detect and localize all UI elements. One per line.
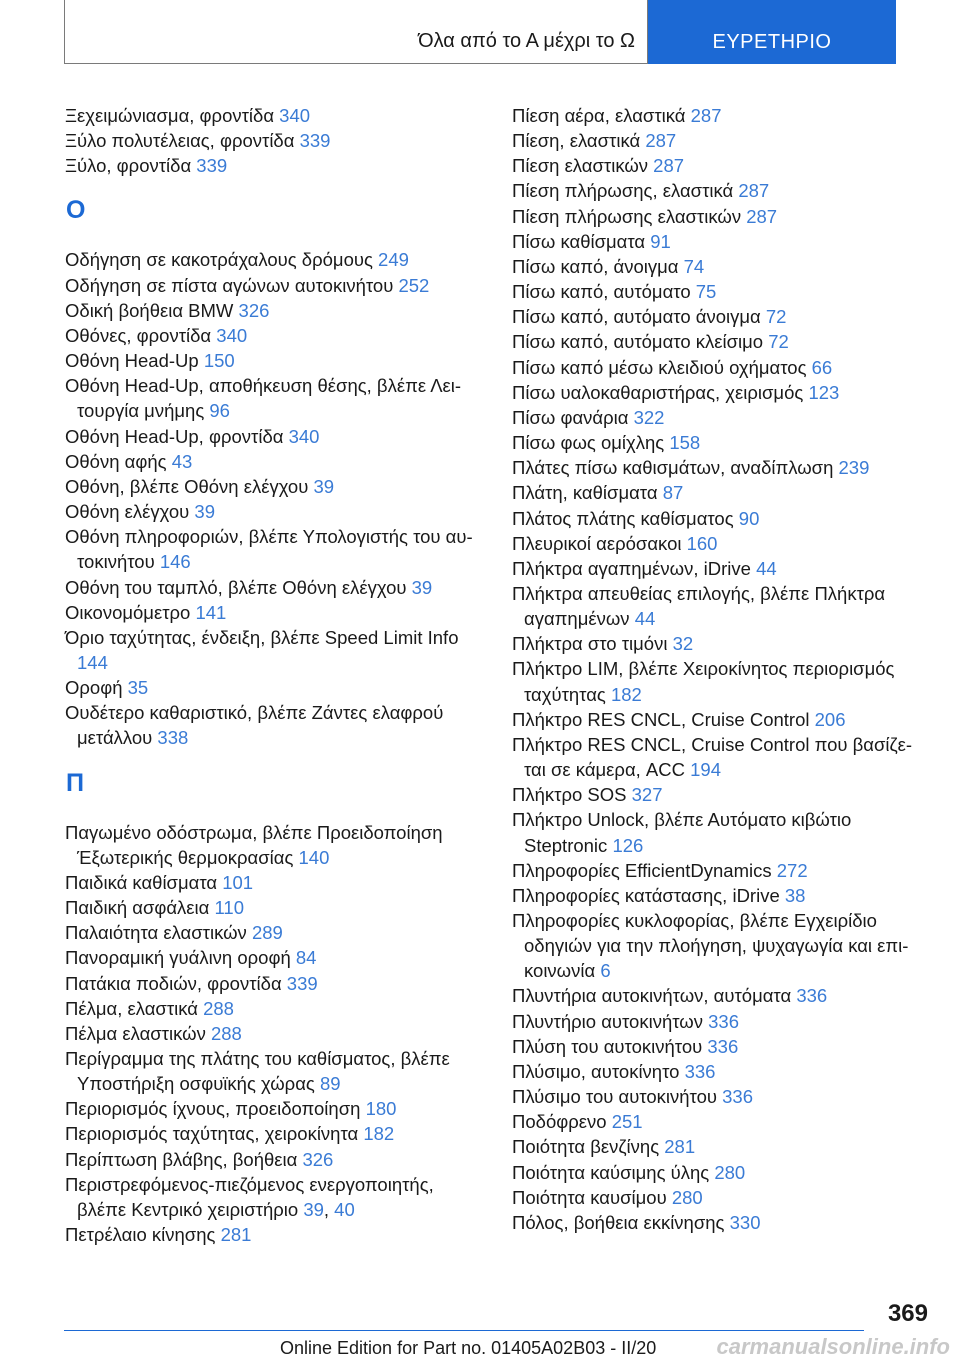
page-link[interactable]: 339: [196, 155, 228, 177]
index-entry: [65, 575, 485, 600]
index-entry: [65, 1021, 485, 1046]
index-entry: [512, 430, 932, 455]
index-entry: [65, 348, 485, 373]
index-entry-text: Παλαιότητα ελαστικών: [65, 922, 252, 944]
page-link[interactable]: 44: [634, 608, 656, 630]
index-entry-text: Πίσω καπό, αυτόματο άνοιγμα: [512, 306, 766, 328]
index-entry: [65, 247, 485, 272]
page-link[interactable]: 339: [286, 972, 318, 994]
page-link[interactable]: 84: [295, 947, 317, 969]
page-link[interactable]: 287: [738, 180, 770, 202]
index-entry-text: Οικονομόμετρο: [65, 601, 196, 623]
header: [64, 0, 896, 64]
index-entry-text: Πλήκτρο RES CNCL, Cruise Control: [512, 708, 815, 730]
index-entry: [65, 625, 485, 675]
page-link[interactable]: 281: [220, 1224, 252, 1246]
index-entry-text: Πλήκτρο Unlock, βλέπε Αυτόματο κιβώτιο Steptronic: [512, 809, 852, 856]
index-entry-text: Πίσω φως ομίχλης: [512, 432, 670, 454]
index-entry-text: Ξύλο, φροντίδα: [65, 155, 197, 177]
index-entry-text: Πίσω καπό μέσω κλειδιού οχήματος: [512, 356, 812, 378]
index-entry-text: Ποιότητα καύσιμης ύλης: [512, 1161, 715, 1183]
index-entry: [512, 883, 932, 908]
page-link[interactable]: 158: [669, 432, 701, 454]
page-link[interactable]: 340: [279, 105, 311, 126]
index-entry: [65, 373, 485, 423]
index-entry: [65, 870, 485, 895]
index-entry: [65, 449, 485, 474]
page-link[interactable]: 336: [707, 1035, 739, 1057]
index-entry: [512, 1134, 932, 1159]
index-entry-text: Ξεχειμώνιασμα, φροντίδα: [65, 105, 280, 126]
index-entry: [512, 581, 932, 631]
index-entry: [65, 700, 485, 750]
index-entry-text: Πίσω καπό, άνοιγμα: [512, 255, 684, 277]
index-entry: [512, 329, 932, 354]
page-link[interactable]: 287: [653, 155, 685, 177]
page-link[interactable]: 90: [738, 507, 760, 529]
page-link[interactable]: 252: [398, 274, 430, 296]
index-entry-text: Ποδόφρενο: [512, 1111, 612, 1133]
page-link[interactable]: 336: [796, 985, 828, 1007]
index-entry: [65, 1222, 485, 1247]
index-entry-text: Οθόνες, φροντίδα: [65, 324, 217, 346]
watermark: carmanualsonline.info: [716, 1334, 950, 1359]
index-entry-text: Οδήγηση σε κακοτράχαλους δρόμους: [65, 249, 379, 271]
page-link[interactable]: 288: [203, 997, 234, 1019]
index-entry-text: Ξύλο πολυτέλειας, φροντίδα: [65, 130, 300, 152]
index-entry: [65, 298, 485, 323]
index-entry: [65, 273, 485, 298]
page-link[interactable]: 182: [610, 683, 642, 705]
index-entry: [512, 455, 932, 480]
page-link[interactable]: 74: [683, 255, 705, 277]
index-column-left: [65, 103, 485, 1247]
index-entry: Περιστρεφόμενος-πιεζόμενος ενεργοποιητής, βλέπε Κεντρικό χειριστήριο 39, 40: [65, 1173, 434, 1220]
page-link[interactable]: 110: [214, 897, 244, 919]
page-number: 369: [887, 1300, 928, 1327]
index-entry-text: Οθόνη πληροφοριών, βλέπε Υπολογιστής του αυ‐τοκινήτου: [65, 526, 473, 573]
page-link[interactable]: 287: [746, 205, 778, 227]
index-entry: [65, 675, 485, 700]
index-entry-text: Πίεση πλήρωσης, ελαστικά: [512, 180, 739, 202]
page-link[interactable]: 339: [299, 130, 331, 152]
index-entry-text: Οθόνη αφής: [65, 450, 172, 472]
index-entry: [65, 424, 485, 449]
index-entry: [512, 531, 932, 556]
page-link[interactable]: 326: [302, 1148, 334, 1170]
page-link[interactable]: 43: [171, 450, 193, 472]
page-link[interactable]: 340: [216, 324, 248, 346]
index-entry: [65, 820, 485, 870]
page-link[interactable]: 123: [808, 381, 840, 403]
index-entry-text: Πανοραμική γυάλινη οροφή: [65, 947, 296, 969]
index-entry-text: Πίσω καπό, αυτόματο κλείσιμο: [512, 331, 769, 353]
index-entry-text: Πίεση, ελαστικά: [512, 130, 646, 152]
page-link[interactable]: 249: [378, 249, 409, 271]
footer-edition: Online Edition for Part no. 01405A02B03 - II/20: [280, 1338, 657, 1358]
index-entry: [512, 1034, 932, 1059]
index-entry: [65, 474, 485, 499]
page-link[interactable]: 39: [194, 501, 215, 523]
index-entry: [65, 945, 485, 970]
page-link[interactable]: 35: [127, 677, 149, 699]
page-link[interactable]: 280: [714, 1161, 746, 1183]
index-entry: [512, 128, 932, 153]
index-entry-text: Περιστρεφόμενος-πιεζόμενος ενεργοποιητής, βλέπε Κεντρικό χειριστήριο: [65, 1173, 434, 1220]
page-link[interactable]: 146: [159, 551, 191, 573]
index-entry: [512, 380, 932, 405]
index-entry-text: Οθόνη Head-Up: [65, 350, 204, 372]
index-entry-text: Ποιότητα καυσίμου: [512, 1186, 672, 1208]
index-entry-text: Πλήκτρο RES CNCL, Cruise Control που βασίζε‐ται σε κάμερα, ACC: [512, 733, 913, 781]
index-entry: [65, 103, 485, 128]
index-entry-text: Πλυντήριο αυτοκινήτων: [512, 1010, 709, 1032]
index-entry: [512, 631, 932, 656]
index-entry-text: Ποιότητα βενζίνης: [512, 1136, 665, 1158]
index-entry-text: Πατάκια ποδιών, φροντίδα: [65, 972, 287, 994]
page-link[interactable]: 96: [209, 400, 230, 422]
index-entry: [512, 858, 932, 883]
index-entry-text: Περιορισμός ίχνους, προειδοποίηση: [65, 1098, 366, 1120]
index-entry: [512, 405, 932, 430]
index-entry-text: Πληροφορίες κατάστασης, iDrive: [512, 884, 785, 906]
page-link[interactable]: 288: [210, 1022, 242, 1044]
index-entry-text: Οδική βοήθεια BMW: [65, 299, 239, 321]
index-entry: [512, 1009, 932, 1034]
index-entry: [65, 499, 485, 524]
page-link[interactable]: 91: [650, 230, 671, 252]
index-entry: [512, 1185, 932, 1210]
page-link[interactable]: 89: [319, 1073, 341, 1095]
index-entry-text: Πλύσιμο του αυτοκινήτου: [512, 1086, 723, 1108]
index-entry-text: Πλάτη, καθίσματα: [512, 482, 663, 504]
index-entry: [512, 807, 932, 857]
index-letter-heading: Π: [66, 768, 85, 797]
index-entry: [65, 971, 485, 996]
page-link[interactable]: 6: [600, 960, 611, 982]
index-entry: [65, 920, 485, 945]
index-entry-text: Πίεση πλήρωσης ελαστικών: [512, 205, 747, 227]
index-entry: [512, 153, 932, 178]
page-link[interactable]: 322: [633, 406, 665, 428]
index-entry: [512, 103, 932, 128]
tab-index[interactable]: [648, 0, 896, 64]
index-entry-text: Όριο ταχύτητας, ένδειξη, βλέπε Speed Limit Info: [65, 626, 459, 648]
page-link[interactable]: 101: [222, 871, 254, 893]
index-entry-text: Πλήκτρα αγαπημένων, iDrive: [512, 557, 757, 579]
page-link[interactable]: 39: [411, 576, 433, 598]
page-link[interactable]: 327: [631, 784, 663, 806]
index-entry: [512, 279, 932, 304]
index-entry: [65, 323, 485, 348]
index-entry: [65, 1046, 485, 1096]
page-link[interactable]: 336: [708, 1010, 739, 1032]
page-link[interactable]: 144: [77, 651, 108, 673]
page-link[interactable]: 336: [722, 1086, 754, 1108]
index-column-right: [512, 103, 932, 1235]
index-entry: [512, 204, 932, 229]
index-entry: [512, 908, 932, 983]
index-entry-text: Οθόνη Head-Up, φροντίδα: [65, 425, 289, 447]
index-entry-text: Πληροφορίες EfficientDynamics: [512, 859, 777, 881]
page-link[interactable]: 280: [671, 1186, 703, 1208]
page-link[interactable]: 289: [251, 922, 283, 944]
index-entry: [512, 1059, 932, 1084]
index-entry-text: Πίεση αέρα, ελαστικά: [512, 105, 691, 126]
index-entry-text: Πλευρικοί αερόσακοι: [512, 532, 687, 554]
index-entry: [512, 355, 932, 380]
index-entry-text: Περίγραμμα της πλάτης του καθίσματος, βλέπε Υποστήριξη οσφυϊκής χώρας: [65, 1048, 450, 1095]
page-link[interactable]: 338: [157, 727, 189, 749]
tab-index-label: ΕΥΡΕΤΗΡΙΟ: [712, 31, 832, 53]
index-entry: [512, 229, 932, 254]
index-entry-text: Πίσω καπό, αυτόματο: [512, 281, 696, 303]
page-link[interactable]: 206: [814, 708, 846, 730]
index-entry-text: Πλάτος πλάτης καθίσματος: [512, 507, 739, 529]
page-link[interactable]: 281: [664, 1136, 696, 1158]
page-link[interactable]: 39: [303, 1198, 324, 1220]
index-entry-text: Πέλμα ελαστικών: [65, 1022, 211, 1044]
page-link[interactable]: 160: [686, 532, 718, 554]
index-entry: [65, 996, 485, 1021]
page-link[interactable]: 340: [288, 425, 320, 447]
index-entry-text: Παιδική ασφάλεια: [65, 897, 215, 919]
page-link[interactable]: 32: [672, 633, 694, 655]
index-entry: [512, 480, 932, 505]
page-link[interactable]: 44: [756, 557, 777, 579]
page-link[interactable]: 287: [690, 105, 722, 126]
page-link[interactable]: 75: [695, 281, 717, 303]
index-entry-text: Παιδικά καθίσματα: [65, 871, 223, 893]
index-entry: [512, 1084, 932, 1109]
index-entry-text: Περίπτωση βλάβης, βοήθεια: [65, 1148, 303, 1170]
page-link[interactable]: 251: [611, 1111, 643, 1133]
index-entry: [512, 178, 932, 203]
index-entry: [512, 304, 932, 329]
page-link[interactable]: 126: [612, 834, 644, 856]
page-link[interactable]: 287: [645, 130, 677, 152]
page-link[interactable]: 72: [768, 331, 789, 353]
index-entry: [512, 1109, 932, 1134]
index-entry-text: Οθόνη του ταμπλό, βλέπε Οθόνη ελέγχου: [65, 576, 412, 598]
index-entry-text: Πλήκτρα στο τιμόνι: [512, 633, 673, 655]
index-entry-text: Πλήκτρο LIM, βλέπε Χειροκίνητος περιορισμός ταχύτητας: [512, 658, 895, 705]
index-entry: [65, 600, 485, 625]
index-entry-text: Πίσω φανάρια: [512, 406, 634, 428]
index-entry-text: Οθόνη Head-Up, αποθήκευση θέσης, βλέπε Λει‐τουργία μνήμης: [65, 375, 462, 422]
page-link[interactable]: 239: [838, 457, 870, 479]
index-entry: [65, 1147, 485, 1172]
page-link[interactable]: 87: [662, 482, 684, 504]
page-link[interactable]: 140: [298, 846, 330, 868]
index-entry: [65, 153, 485, 178]
page-link[interactable]: 72: [765, 306, 787, 328]
page-link[interactable]: 40: [334, 1198, 355, 1220]
index-entry-text: Πλάτες πίσω καθισμάτων, αναδίπλωση: [512, 457, 839, 479]
page-link[interactable]: 150: [203, 350, 235, 372]
index-entry-text: Πίσω καθίσματα: [512, 230, 651, 252]
index-entry: [512, 732, 932, 782]
index-entry-text: Ουδέτερο καθαριστικό, βλέπε Ζάντες ελαφρού μετάλλου: [65, 702, 444, 749]
index-entry: [512, 556, 932, 581]
index-letter-heading: Ο: [66, 196, 86, 225]
page-link[interactable]: 336: [684, 1060, 716, 1082]
index-entry: [65, 1121, 485, 1146]
page-link[interactable]: 182: [363, 1123, 395, 1145]
footer-divider: [64, 1330, 864, 1331]
index-entry-text: Οθόνη ελέγχου: [65, 501, 195, 523]
index-entry: [512, 707, 932, 732]
page-link[interactable]: 272: [776, 859, 808, 881]
index-entry: [512, 506, 932, 531]
page-link[interactable]: 180: [365, 1098, 397, 1120]
index-entry: [512, 1160, 932, 1185]
tab-all-a-to-z[interactable]: [64, 0, 648, 64]
index-entry: [65, 524, 485, 574]
index-entry-text: Οθόνη, βλέπε Οθόνη ελέγχου: [65, 475, 314, 497]
page-link[interactable]: 66: [811, 356, 833, 378]
tab-all-label: Όλα από το Α μέχρι το Ω: [418, 30, 635, 52]
index-entry: [512, 1210, 932, 1235]
page-link[interactable]: 39: [313, 475, 335, 497]
index-entry-text: Πετρέλαιο κίνησης: [65, 1224, 221, 1246]
index-entry-text: Οδήγηση σε πίστα αγώνων αυτοκινήτου: [65, 274, 399, 296]
index-entry-text: Πλήκτρα απευθείας επιλογής, βλέπε Πλήκτρα αγαπημένων: [512, 582, 886, 630]
page-link[interactable]: 38: [784, 884, 806, 906]
index-entry: [65, 128, 485, 153]
index-entry: [65, 895, 485, 920]
index-entry-text: Οροφή: [65, 677, 128, 699]
index-entry-text: Πίεση ελαστικών: [512, 155, 654, 177]
page-link[interactable]: 194: [690, 759, 721, 781]
index-entry-text: Πλήκτρο SOS: [512, 784, 632, 806]
index-entry-text: Πληροφορίες κυκλοφορίας, βλέπε Εγχειρίδιο οδηγιών για την πλοήγηση, ψυχαγωγία και επι‐κοινωνία: [512, 910, 909, 982]
index-entry: [512, 782, 932, 807]
index-entry: [512, 254, 932, 279]
page-link[interactable]: 326: [238, 299, 270, 321]
index-entry-text: Πλύση του αυτοκινήτου: [512, 1035, 708, 1057]
index-entry-text: Πλύσιμο, αυτοκίνητο: [512, 1060, 685, 1082]
index-entry: [65, 1096, 485, 1121]
index-entry-text: Παγωμένο οδόστρωμα, βλέπε Προειδοποίηση Έξωτερικής θερμοκρασίας: [65, 821, 443, 868]
index-entry-text: Πόλος, βοήθεια εκκίνησης: [512, 1211, 730, 1233]
index-entry-text: Πίσω υαλοκαθαριστήρας, χειρισμός: [512, 381, 809, 403]
page-link[interactable]: 330: [729, 1211, 761, 1233]
index-entry-text: Πέλμα, ελαστικά: [65, 997, 204, 1019]
page-link[interactable]: 141: [195, 601, 227, 623]
index-entry-text: Πλυντήρια αυτοκινήτων, αυτόματα: [512, 985, 797, 1007]
index-entry: [512, 983, 932, 1008]
index-entry: [512, 656, 932, 706]
index-entry-text: Περιορισμός ταχύτητας, χειροκίνητα: [65, 1123, 364, 1145]
